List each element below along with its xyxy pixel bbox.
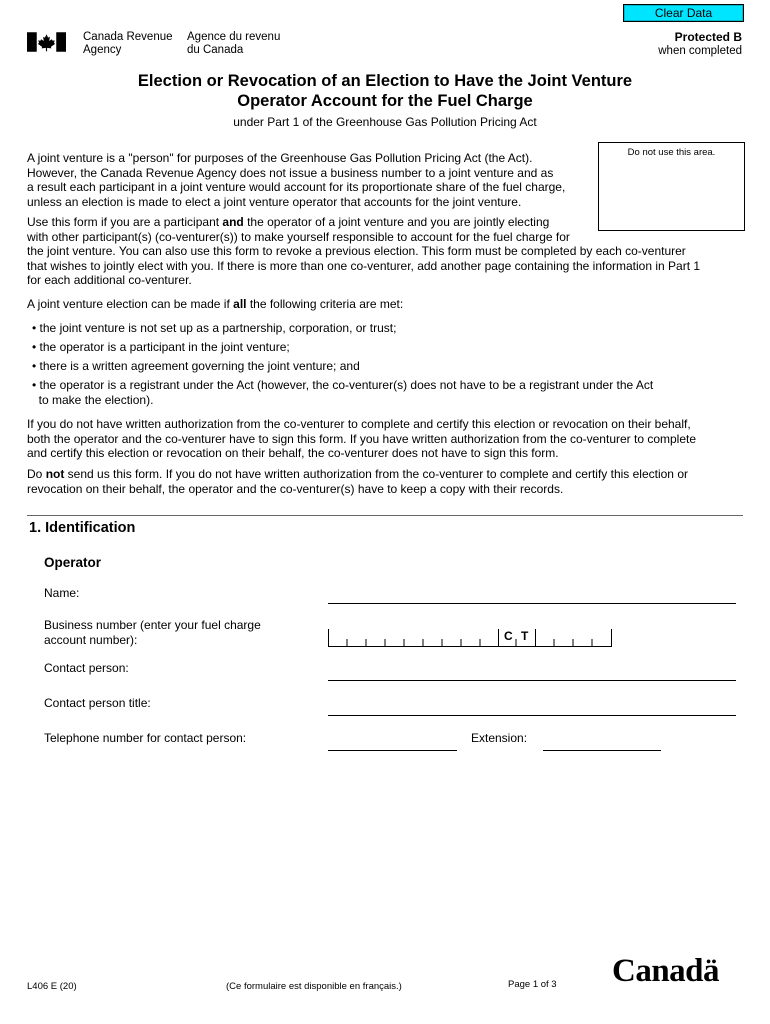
bn-t-label: T xyxy=(521,629,529,643)
name-label: Name: xyxy=(44,586,80,600)
list-item: • the operator is a registrant under the Act (however, the co-venturer(s) does not have to be a registrant under the Act to make the election). xyxy=(32,378,654,407)
office-use-box: Do not use this area. xyxy=(598,142,745,231)
do-not-send-paragraph: Do not send us this form. If you do not have written authorization from the co-venturer to complete and certify this election or revocation on their behalf, the operator and the co-venturer(s) have to keep a copy with their records. xyxy=(27,467,688,496)
intro-paragraph-2: Use this form if you are a participant and the operator of a joint venture and you are jointly electing with other participant(s) (co-venturer(s)) to make yourself responsible to account for the fuel charge for the joint venture. You can also use this form to revoke a previous election. This form must be completed by each co-venturer that wishes to jointly elect with you. If there is more than one co-venturer, add another page containing the information in Part 1 for each additional co-venturer. xyxy=(27,215,701,287)
operator-heading: Operator xyxy=(44,555,102,570)
list-item: • the joint venture is not set up as a partnership, corporation, or trust; xyxy=(32,321,397,335)
contact-title-label: Contact person title: xyxy=(44,696,151,710)
canada-wordmark: Canadä xyxy=(612,953,720,989)
business-number-field[interactable] xyxy=(328,627,612,647)
section-1-title: 1. Identification xyxy=(29,520,136,536)
agency-name-en: Canada Revenue Agency xyxy=(83,31,173,56)
bn-c-label: C xyxy=(504,629,513,643)
protected-designation: Protected B when completed xyxy=(658,30,742,57)
extension-label: Extension: xyxy=(471,731,528,745)
intro-paragraph-1: A joint venture is a "person" for purposes of the Greenhouse Gas Pollution Pricing Act (the Act). However, the Canada Revenue Agency does not issue a business number to a joint venture and as a result each participant in a joint venture would account for its proportionate share of the fuel charge, unless an election is made to elect a joint venture operator that accounts for the joint venture. xyxy=(27,151,566,209)
form-subtitle: under Part 1 of the Greenhouse Gas Pollution Pricing Act xyxy=(233,115,537,129)
canada-flag-icon xyxy=(27,32,66,52)
name-field[interactable] xyxy=(328,603,736,604)
clear-data-button[interactable]: Clear Data xyxy=(623,4,744,22)
authorization-paragraph: If you do not have written authorization from the co-venturer to complete and certify this election or revocation on their behalf, both the operator and the co-venturer have to sign this form. If you have written authorization from the co-venturer to complete and certify this election or revocation on their behalf, the co-venturer does not have to sign this form. xyxy=(27,417,697,460)
french-availability-note: (Ce formulaire est disponible en français.) xyxy=(226,981,402,992)
form-title: Election or Revocation of an Election to Have the Joint Venture Operator Account for the Fuel Charge xyxy=(137,72,633,110)
telephone-field[interactable] xyxy=(328,750,457,751)
form-id: L406 E (20) xyxy=(27,981,77,992)
telephone-label: Telephone number for contact person: xyxy=(44,731,247,745)
extension-field[interactable] xyxy=(543,750,661,751)
business-number-label: Business number (enter your fuel charge account number): xyxy=(44,618,261,647)
section-divider xyxy=(27,515,743,516)
contact-person-field[interactable] xyxy=(328,680,736,681)
list-item: • there is a written agreement governing the joint venture; and xyxy=(32,359,360,373)
contact-title-field[interactable] xyxy=(328,715,736,716)
page-number: Page 1 of 3 xyxy=(508,979,557,990)
contact-person-label: Contact person: xyxy=(44,661,129,675)
list-item: • the operator is a participant in the joint venture; xyxy=(32,340,290,354)
agency-name-fr: Agence du revenu du Canada xyxy=(187,31,281,56)
criteria-intro: A joint venture election can be made if all the following criteria are met: xyxy=(27,297,404,311)
